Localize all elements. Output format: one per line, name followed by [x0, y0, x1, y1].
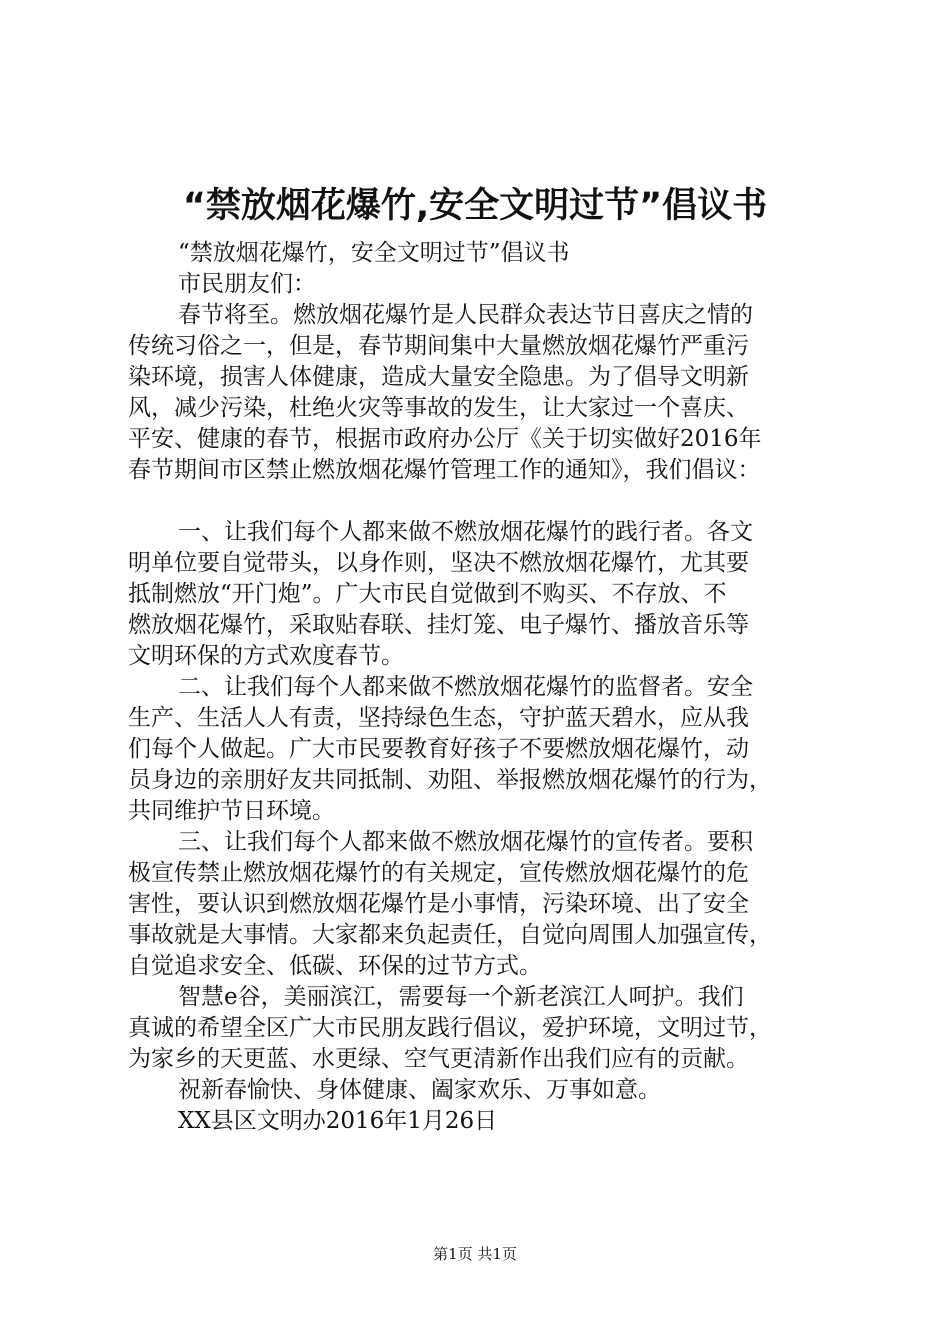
body-line: 风，减少污染，杜绝火灾等事故的发生，让大家过一个喜庆、 [128, 395, 749, 421]
body-line: 春节期间市区禁止燃放烟花爆竹管理工作的通知》，我们倡议： [128, 457, 761, 483]
blank-line [128, 486, 840, 517]
body-line: 文明环保的方式欢度春节。 [128, 643, 404, 669]
body-line: 春节将至。燃放烟花爆竹是人民群众表达节日喜庆之情的 [178, 302, 753, 328]
page-footer: 第1页 共1页 [433, 1245, 517, 1263]
body-line: 生产、生活人人有责，坚持绿色生态，守护蓝天碧水，应从我 [128, 705, 749, 731]
body-line: 祝新春愉快、身体健康、阖家欢乐、万事如意。 [178, 1077, 661, 1103]
body-line: 二、让我们每个人都来做不燃放烟花爆竹的监督者。安全 [178, 674, 753, 700]
body-line: 极宣传禁止燃放烟花爆竹的有关规定，宣传燃放烟花爆竹的危 [128, 860, 749, 886]
body-line: 染环境，损害人体健康，造成大量安全隐患。为了倡导文明新 [128, 364, 749, 390]
body-line: 员身边的亲朋好友共同抵制、劝阻、举报燃放烟花爆竹的行为， [128, 767, 772, 793]
body-line: 为家乡的天更蓝、水更绿、空气更清新作出我们应有的贡献。 [128, 1046, 749, 1072]
body-line: 抵制燃放“开门炮”。广大市民自觉做到不购买、不存放、不 [128, 581, 727, 607]
body-line: 智慧e谷，美丽滨江，需要每一个新老滨江人呵护。我们 [178, 984, 744, 1010]
body-line: 传统习俗之一，但是，春节期间集中大量燃放烟花爆竹严重污 [128, 333, 749, 359]
body-line: 自觉追求安全、低碳、环保的过节方式。 [128, 953, 542, 979]
body-line: 明单位要自觉带头，以身作则，坚决不燃放烟花爆竹，尤其要 [128, 550, 749, 576]
body-line: 三、让我们每个人都来做不燃放烟花爆竹的宣传者。要积 [178, 829, 753, 855]
body-line: 们每个人做起。广大市民要教育好孩子不要燃放烟花爆竹，动 [128, 736, 749, 762]
document-body [128, 238, 840, 1137]
body-line: 共同维护节日环境。 [128, 798, 335, 824]
document-title: “禁放烟花爆竹,安全文明过节”倡议书 [182, 186, 768, 226]
body-line: XX县区文明办2016年1月26日 [178, 1108, 498, 1134]
body-line: 真诚的希望全区广大市民朋友践行倡议，爱护环境，文明过节， [128, 1015, 772, 1041]
body-line: 害性，要认识到燃放烟花爆竹是小事情，污染环境、出了安全 [128, 891, 749, 917]
body-line: “禁放烟花爆竹，安全文明过节”倡议书 [178, 240, 570, 266]
body-line: 事故就是大事情。大家都来负起责任，自觉向周围人加强宣传， [128, 922, 772, 948]
body-line: 市民朋友们： [178, 271, 316, 297]
body-line: 一、让我们每个人都来做不燃放烟花爆竹的践行者。各文 [178, 519, 753, 545]
body-line: 燃放烟花爆竹，采取贴春联、挂灯笼、电子爆竹、播放音乐等 [128, 612, 749, 638]
body-line: 平安、健康的春节，根据市政府办公厅《关于切实做好2016年 [128, 426, 762, 452]
